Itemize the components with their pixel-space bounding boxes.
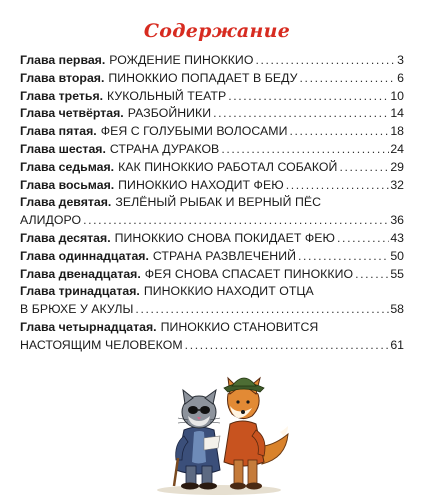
toc-line: [20, 124, 404, 142]
chapter-title-continued: В БРЮХЕ У АКУЛЫ: [20, 302, 134, 317]
toc-line: [20, 302, 404, 320]
dot-leader: [337, 231, 389, 245]
toc-line: [20, 213, 404, 231]
dot-leader: [213, 106, 389, 120]
chapter-label: Глава первая.: [20, 53, 106, 67]
chapter-title-continued: НАСТОЯЩИМ ЧЕЛОВЕКОМ: [20, 337, 183, 352]
dot-leader: [221, 142, 389, 156]
toc-entry: [20, 178, 404, 196]
toc-line: [20, 338, 404, 356]
toc-line: [20, 89, 404, 107]
chapter-label: Глава тринадцатая.: [20, 284, 140, 299]
page-number: 61: [390, 337, 404, 352]
toc-entry: [20, 284, 404, 320]
page-number: 43: [390, 230, 404, 245]
chapter-label: Глава четвёртая.: [20, 106, 124, 121]
toc-line: [20, 178, 404, 196]
chapter-title: СТРАНА РАЗВЛЕЧЕНИЙ: [152, 248, 297, 263]
chapter-label: Глава шестая.: [20, 141, 106, 156]
page-number: 14: [390, 106, 404, 121]
chapter-title: ЗЕЛЁНЫЙ РЫБАК И ВЕРНЫЙ ПЁС: [115, 195, 322, 210]
toc-entry: [20, 320, 404, 356]
chapter-label: Глава одиннадцатая.: [20, 248, 149, 263]
chapter-label: Глава десятая.: [20, 230, 111, 245]
toc-line: [20, 160, 404, 178]
toc-entry: [20, 89, 404, 107]
toc-line: [20, 71, 404, 89]
toc-entry: [20, 106, 404, 124]
fox-figure: [224, 378, 288, 490]
chapter-label: Глава двенадцатая.: [20, 266, 141, 281]
chapter-label: Глава восьмая.: [20, 177, 115, 192]
chapter-label: Глава девятая.: [20, 195, 112, 210]
toc-line: [20, 267, 404, 285]
chapter-title: ПИНОККИО ПОПАДАЕТ В БЕДУ: [108, 70, 298, 85]
dot-leader: [185, 338, 390, 352]
dot-leader: [135, 302, 389, 316]
dot-leader: [255, 53, 396, 67]
toc-entry: [20, 53, 404, 71]
page-number: 18: [390, 124, 404, 139]
chapter-title: КАК ПИНОККИО РАБОТАЛ СОБАКОЙ: [118, 159, 338, 174]
table-of-contents: [20, 53, 404, 356]
toc-line: [20, 284, 404, 302]
chapter-label: Глава седьмая.: [20, 159, 115, 174]
chapter-title: РАЗБОЙНИКИ: [127, 106, 212, 121]
dot-leader: [83, 213, 389, 227]
chapter-title: ПИНОККИО СНОВА ПОКИДАЕТ ФЕЮ: [114, 230, 336, 245]
page-number: 24: [390, 141, 404, 156]
chapter-title: ПИНОККИО СТАНОВИТСЯ: [160, 319, 319, 334]
toc-entry: [20, 231, 404, 249]
dot-leader: [300, 71, 397, 85]
toc-entry: [20, 249, 404, 267]
dot-leader: [355, 267, 389, 281]
page-number: 3: [397, 53, 404, 67]
toc-entry: [20, 267, 404, 285]
chapter-label: Глава пятая.: [20, 124, 97, 139]
toc-line: [20, 53, 404, 71]
chapter-label: Глава вторая.: [20, 70, 105, 85]
chapter-title: КУКОЛЬНЫЙ ТЕАТР: [107, 88, 227, 103]
dot-leader: [286, 178, 390, 192]
toc-line: [20, 249, 404, 267]
toc-entry: [20, 142, 404, 160]
dot-leader: [298, 249, 389, 263]
chapter-title: ПИНОККИО НАХОДИТ ФЕЮ: [118, 177, 284, 192]
chapter-title: ПИНОККИО НАХОДИТ ОТЦА: [143, 284, 314, 299]
page-title: Содержание: [143, 20, 291, 42]
toc-line: [20, 142, 404, 160]
page-number: 55: [390, 266, 404, 281]
dot-leader: [228, 89, 389, 103]
chapter-title: РОЖДЕНИЕ ПИНОККИО: [109, 53, 254, 67]
toc-line: [20, 106, 404, 124]
page-number: 10: [390, 88, 404, 103]
page-number: 50: [390, 248, 404, 263]
dot-leader: [290, 124, 390, 138]
toc-line: [20, 231, 404, 249]
page-number: 32: [390, 177, 404, 192]
page-number: 6: [397, 70, 404, 85]
chapter-title-continued: АЛИДОРО: [20, 213, 82, 228]
page-number: 36: [390, 213, 404, 228]
toc-entry: [20, 124, 404, 142]
toc-entry: [20, 160, 404, 178]
dot-leader: [339, 160, 389, 174]
page-number: 29: [390, 159, 404, 174]
toc-entry: [20, 71, 404, 89]
chapter-title: ФЕЯ СНОВА СПАСАЕТ ПИНОККИО: [144, 266, 354, 281]
toc-line: [20, 320, 404, 338]
toc-entry: [20, 195, 404, 231]
cat-figure: [174, 390, 220, 490]
cat-and-fox-illustration-icon: [144, 372, 294, 496]
chapter-title: ФЕЯ С ГОЛУБЫМИ ВОЛОСАМИ: [100, 124, 288, 139]
chapter-title: СТРАНА ДУРАКОВ: [109, 141, 220, 156]
chapter-label: Глава четырнадцатая.: [20, 319, 157, 334]
toc-line: [20, 195, 404, 213]
page-number: 58: [390, 302, 404, 317]
chapter-label: Глава третья.: [20, 88, 104, 103]
